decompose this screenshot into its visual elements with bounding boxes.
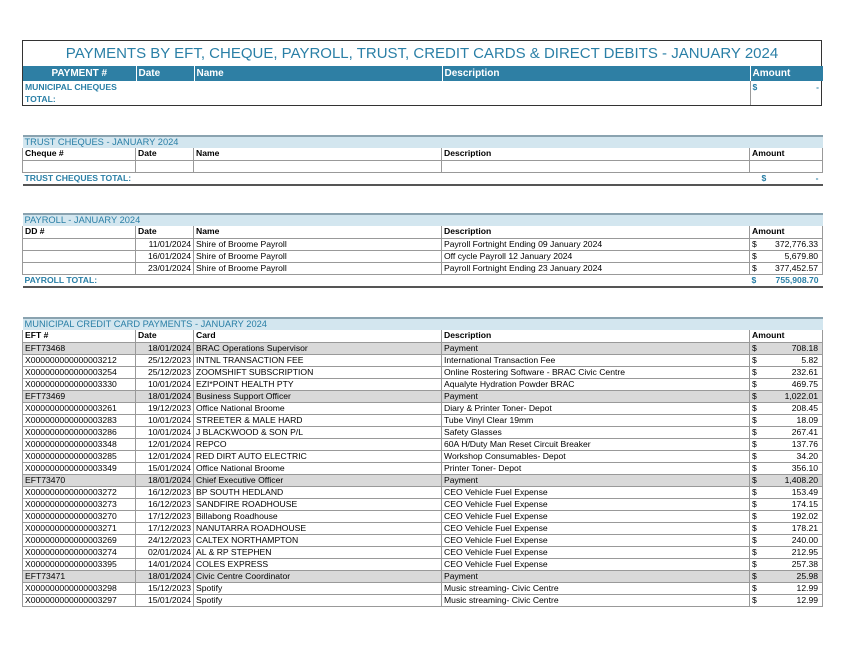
payroll-total-label: PAYROLL TOTAL: [23, 274, 750, 287]
credit-table-row [23, 462, 823, 474]
credit-table-row [23, 594, 823, 606]
dollar-sign: $ [752, 582, 757, 593]
description-cell: Payroll Fortnight Ending 23 January 2024 [442, 262, 750, 274]
credit-header-amount: Amount [750, 330, 823, 342]
ref-cell: X000000000000003273 [23, 498, 136, 510]
payroll-header-amount: Amount [750, 226, 823, 238]
name-cell: ZOOMSHIFT SUBSCRIPTION [194, 366, 442, 378]
credit-header-card: Card [194, 330, 442, 342]
dollar-sign: $ [752, 426, 757, 437]
ref-cell: X000000000000003254 [23, 366, 136, 378]
name-cell: Spotify [194, 594, 442, 606]
description-cell: Safety Glasses [442, 426, 750, 438]
amount-value: 178.21 [791, 522, 819, 533]
header-payment-number: PAYMENT # [23, 66, 136, 81]
credit-table-row [23, 474, 823, 486]
ref-cell: X000000000000003272 [23, 486, 136, 498]
date-cell: 10/01/2024 [136, 414, 194, 426]
dollar-sign: $ [752, 522, 757, 533]
description-cell: CEO Vehicle Fuel Expense [442, 486, 750, 498]
amount-cell [750, 498, 823, 510]
dollar-sign: $ [761, 172, 767, 183]
trust-header-amount: Amount [750, 148, 823, 160]
name-cell: EZI*POINT HEALTH PTY [194, 378, 442, 390]
header-amount: Amount [750, 66, 823, 81]
name-cell: RED DIRT AUTO ELECTRIC [194, 450, 442, 462]
credit-table-row [23, 582, 823, 594]
ref-cell [23, 262, 136, 274]
date-cell: 10/01/2024 [136, 426, 194, 438]
amount-cell [750, 510, 823, 522]
amount-cell [750, 366, 823, 378]
credit-table-row [23, 342, 823, 354]
name-cell: SANDFIRE ROADHOUSE [194, 498, 442, 510]
description-cell: CEO Vehicle Fuel Expense [442, 546, 750, 558]
credit-table-row [23, 426, 823, 438]
date-cell: 15/01/2024 [136, 594, 194, 606]
dollar-sign: $ [752, 354, 757, 365]
amount-cell [750, 378, 823, 390]
description-cell: Diary & Printer Toner- Depot [442, 402, 750, 414]
trust-total-label: TRUST CHEQUES TOTAL: [23, 172, 750, 185]
description-cell: CEO Vehicle Fuel Expense [442, 558, 750, 570]
date-cell: 24/12/2023 [136, 534, 194, 546]
header-name: Name [194, 66, 442, 81]
dollar-sign: $ [752, 546, 757, 557]
payroll-total-row [23, 274, 823, 287]
date-cell: 18/01/2024 [136, 570, 194, 582]
name-cell: REPCO [194, 438, 442, 450]
dollar-sign: $ [752, 342, 757, 353]
amount-value: 12.99 [796, 594, 819, 605]
date-cell: 16/01/2024 [136, 250, 194, 262]
credit-header-eft: EFT # [23, 330, 136, 342]
payroll-section-title: PAYROLL - JANUARY 2024 [23, 214, 823, 226]
page-title: PAYMENTS BY EFT, CHEQUE, PAYROLL, TRUST, CREDIT CARDS & DIRECT DEBITS - JANUARY 2024 [65, 45, 779, 62]
dollar-sign: $ [752, 474, 757, 485]
description-cell: Payment [442, 474, 750, 486]
date-cell: 16/12/2023 [136, 486, 194, 498]
amount-cell [750, 438, 823, 450]
trust-header-description: Description [442, 148, 750, 160]
name-cell: Spotify [194, 582, 442, 594]
credit-table-row [23, 510, 823, 522]
description-cell: Off cycle Payroll 12 January 2024 [442, 250, 750, 262]
dollar-sign: $ [751, 274, 757, 285]
amount-cell [750, 402, 823, 414]
amount-value: 267.41 [791, 426, 819, 437]
payroll-header-description: Description [442, 226, 750, 238]
amount-value: 174.15 [791, 498, 819, 509]
description-cell: Music streaming- Civic Centre [442, 582, 750, 594]
credit-table-row [23, 486, 823, 498]
ref-cell: X000000000000003286 [23, 426, 136, 438]
date-cell: 25/12/2023 [136, 366, 194, 378]
ref-cell [23, 250, 136, 262]
ref-cell: EFT73468 [23, 342, 136, 354]
description-cell: Printer Toner- Depot [442, 462, 750, 474]
name-cell: Shire of Broome Payroll [194, 250, 442, 262]
ref-cell: X000000000000003348 [23, 438, 136, 450]
municipal-total-cell [750, 81, 823, 93]
amount-cell [750, 486, 823, 498]
ref-cell: X000000000000003269 [23, 534, 136, 546]
amount-cell [750, 594, 823, 606]
dollar-sign: $ [752, 534, 757, 545]
ref-cell: X000000000000003283 [23, 414, 136, 426]
amount-value: 1,022.01 [784, 390, 819, 401]
name-cell: BRAC Operations Supervisor [194, 342, 442, 354]
name-cell: Shire of Broome Payroll [194, 262, 442, 274]
amount-value: 25.98 [796, 570, 819, 581]
date-cell: 10/01/2024 [136, 378, 194, 390]
name-cell: COLES EXPRESS [194, 558, 442, 570]
credit-table-row [23, 378, 823, 390]
amount-value: 372,776.33 [775, 238, 819, 249]
description-cell: CEO Vehicle Fuel Expense [442, 498, 750, 510]
trust-header-cheque: Cheque # [23, 148, 136, 160]
date-cell: 02/01/2024 [136, 546, 194, 558]
amount-value: 34.20 [796, 450, 819, 461]
ref-cell: X000000000000003297 [23, 594, 136, 606]
municipal-total-row [23, 93, 823, 105]
municipal-cheques-section [22, 40, 822, 106]
name-cell: Office National Broome [194, 462, 442, 474]
description-cell: 60A H/Duty Man Reset Circuit Breaker [442, 438, 750, 450]
ref-cell: X000000000000003330 [23, 378, 136, 390]
dollar-sign: $ [752, 402, 757, 413]
dollar-sign: $ [752, 558, 757, 569]
dollar-sign: $ [752, 498, 757, 509]
municipal-cheques-row [23, 81, 823, 93]
payroll-table-row [23, 250, 823, 262]
date-cell: 19/12/2023 [136, 402, 194, 414]
trust-header-row [23, 148, 823, 160]
description-cell: CEO Vehicle Fuel Expense [442, 510, 750, 522]
date-cell: 14/01/2024 [136, 558, 194, 570]
dollar-sign: $ [752, 250, 757, 261]
credit-table-row [23, 522, 823, 534]
dollar-sign: $ [752, 570, 757, 581]
amount-cell [750, 342, 823, 354]
date-cell: 18/01/2024 [136, 342, 194, 354]
description-cell: Aqualyte Hydration Powder BRAC [442, 378, 750, 390]
date-cell: 17/12/2023 [136, 522, 194, 534]
amount-cell [750, 522, 823, 534]
trust-empty-row [23, 160, 823, 172]
date-cell: 15/12/2023 [136, 582, 194, 594]
date-cell: 15/01/2024 [136, 462, 194, 474]
payroll-table-row [23, 262, 823, 274]
credit-card-section [22, 317, 822, 607]
payroll-header-date: Date [136, 226, 194, 238]
amount-cell [750, 250, 823, 262]
payroll-total-value: 755,908.70 [775, 274, 819, 285]
credit-table-row [23, 354, 823, 366]
description-cell: Online Rostering Software - BRAC Civic Centre [442, 366, 750, 378]
description-cell: Music streaming- Civic Centre [442, 594, 750, 606]
amount-cell [750, 558, 823, 570]
dollar-sign: $ [752, 81, 758, 92]
trust-header-name: Name [194, 148, 442, 160]
amount-value: 208.45 [791, 402, 819, 413]
dollar-sign: $ [752, 390, 757, 401]
amount-value: 469.75 [791, 378, 819, 389]
ref-cell: X000000000000003271 [23, 522, 136, 534]
amount-cell [750, 474, 823, 486]
dollar-sign: $ [752, 366, 757, 377]
ref-cell: X000000000000003270 [23, 510, 136, 522]
dollar-sign: $ [752, 510, 757, 521]
amount-cell [750, 262, 823, 274]
amount-value: 12.99 [796, 582, 819, 593]
date-cell: 18/01/2024 [136, 390, 194, 402]
date-cell: 16/12/2023 [136, 498, 194, 510]
dollar-sign: $ [752, 262, 757, 273]
dollar-sign: $ [752, 594, 757, 605]
ref-cell: EFT73469 [23, 390, 136, 402]
credit-table-row [23, 438, 823, 450]
credit-table-row [23, 558, 823, 570]
municipal-total-label: TOTAL: [25, 93, 56, 104]
dollar-sign: $ [752, 378, 757, 389]
amount-cell [750, 570, 823, 582]
date-cell: 11/01/2024 [136, 238, 194, 250]
amount-value: 5.82 [801, 354, 819, 365]
credit-table-row [23, 498, 823, 510]
ref-cell: EFT73470 [23, 474, 136, 486]
header-description: Description [442, 66, 750, 81]
amount-cell [750, 462, 823, 474]
trust-header-date: Date [136, 148, 194, 160]
ref-cell: X000000000000003261 [23, 402, 136, 414]
amount-value: 18.09 [796, 414, 819, 425]
description-cell: CEO Vehicle Fuel Expense [442, 534, 750, 546]
trust-total-value: - [815, 172, 819, 183]
payroll-header-row [23, 226, 823, 238]
payroll-header-name: Name [194, 226, 442, 238]
amount-cell [750, 426, 823, 438]
credit-table-row [23, 450, 823, 462]
ref-cell: X000000000000003349 [23, 462, 136, 474]
ref-cell: X000000000000003285 [23, 450, 136, 462]
ref-cell: EFT73471 [23, 570, 136, 582]
amount-value: 377,452.57 [775, 262, 819, 273]
amount-value: 212.95 [791, 546, 819, 557]
municipal-total-value: - [816, 81, 819, 92]
amount-value: 1,408.20 [784, 474, 819, 485]
name-cell: Business Support Officer [194, 390, 442, 402]
header-date: Date [136, 66, 194, 81]
credit-header-date: Date [136, 330, 194, 342]
date-cell: 17/12/2023 [136, 510, 194, 522]
ref-cell: X000000000000003395 [23, 558, 136, 570]
dollar-sign: $ [752, 238, 757, 249]
credit-header-description: Description [442, 330, 750, 342]
credit-table-row [23, 402, 823, 414]
date-cell: 18/01/2024 [136, 474, 194, 486]
payroll-section [22, 213, 822, 288]
description-cell: Workshop Consumables- Depot [442, 450, 750, 462]
dollar-sign: $ [752, 414, 757, 425]
credit-table-row [23, 366, 823, 378]
description-cell: CEO Vehicle Fuel Expense [442, 522, 750, 534]
ref-cell: X000000000000003274 [23, 546, 136, 558]
amount-value: 5,679.80 [784, 250, 819, 261]
amount-value: 257.38 [791, 558, 819, 569]
amount-value: 356.10 [791, 462, 819, 473]
name-cell: INTNL TRANSACTION FEE [194, 354, 442, 366]
amount-cell [750, 582, 823, 594]
credit-table-row [23, 534, 823, 546]
amount-value: 708.18 [791, 342, 819, 353]
credit-header-row [23, 330, 823, 342]
payroll-header-dd: DD # [23, 226, 136, 238]
main-header-row [23, 66, 823, 81]
amount-value: 137.76 [791, 438, 819, 449]
name-cell: Civic Centre Coordinator [194, 570, 442, 582]
credit-section-title: MUNICIPAL CREDIT CARD PAYMENTS - JANUARY 2024 [23, 318, 823, 330]
payroll-table-row [23, 238, 823, 250]
description-cell: International Transaction Fee [442, 354, 750, 366]
trust-total-row [23, 172, 823, 185]
amount-cell [750, 534, 823, 546]
dollar-sign: $ [752, 450, 757, 461]
payroll-total-cell [750, 274, 823, 287]
amount-cell [750, 546, 823, 558]
dollar-sign: $ [752, 486, 757, 497]
amount-value: 240.00 [791, 534, 819, 545]
name-cell: CALTEX NORTHAMPTON [194, 534, 442, 546]
description-cell: Payroll Fortnight Ending 09 January 2024 [442, 238, 750, 250]
dollar-sign: $ [752, 438, 757, 449]
ref-cell: X000000000000003212 [23, 354, 136, 366]
amount-value: 153.49 [791, 486, 819, 497]
name-cell: STREETER & MALE HARD [194, 414, 442, 426]
credit-table-row [23, 570, 823, 582]
amount-cell [750, 450, 823, 462]
ref-cell [23, 238, 136, 250]
name-cell: Chief Executive Officer [194, 474, 442, 486]
amount-cell [750, 238, 823, 250]
description-cell: Payment [442, 342, 750, 354]
amount-cell [750, 414, 823, 426]
description-cell: Tube Vinyl Clear 19mm [442, 414, 750, 426]
name-cell: BP SOUTH HEDLAND [194, 486, 442, 498]
trust-cheques-section [22, 135, 822, 186]
date-cell: 25/12/2023 [136, 354, 194, 366]
dollar-sign: $ [752, 462, 757, 473]
name-cell: AL & RP STEPHEN [194, 546, 442, 558]
amount-value: 232.61 [791, 366, 819, 377]
name-cell: Shire of Broome Payroll [194, 238, 442, 250]
credit-table-row [23, 390, 823, 402]
date-cell: 12/01/2024 [136, 450, 194, 462]
credit-table-row [23, 546, 823, 558]
ref-cell: X000000000000003298 [23, 582, 136, 594]
amount-value: 192.02 [791, 510, 819, 521]
amount-cell [750, 390, 823, 402]
trust-section-title: TRUST CHEQUES - JANUARY 2024 [23, 136, 823, 148]
description-cell: Payment [442, 570, 750, 582]
amount-cell [750, 354, 823, 366]
name-cell: NANUTARRA ROADHOUSE [194, 522, 442, 534]
trust-total-cell [750, 172, 823, 185]
name-cell: J BLACKWOOD & SON P/L [194, 426, 442, 438]
date-cell: 23/01/2024 [136, 262, 194, 274]
description-cell: Payment [442, 390, 750, 402]
credit-table-row [23, 414, 823, 426]
name-cell: Billabong Roadhouse [194, 510, 442, 522]
date-cell: 12/01/2024 [136, 438, 194, 450]
name-cell: Office National Broome [194, 402, 442, 414]
municipal-cheques-label: MUNICIPAL CHEQUES [25, 81, 117, 92]
